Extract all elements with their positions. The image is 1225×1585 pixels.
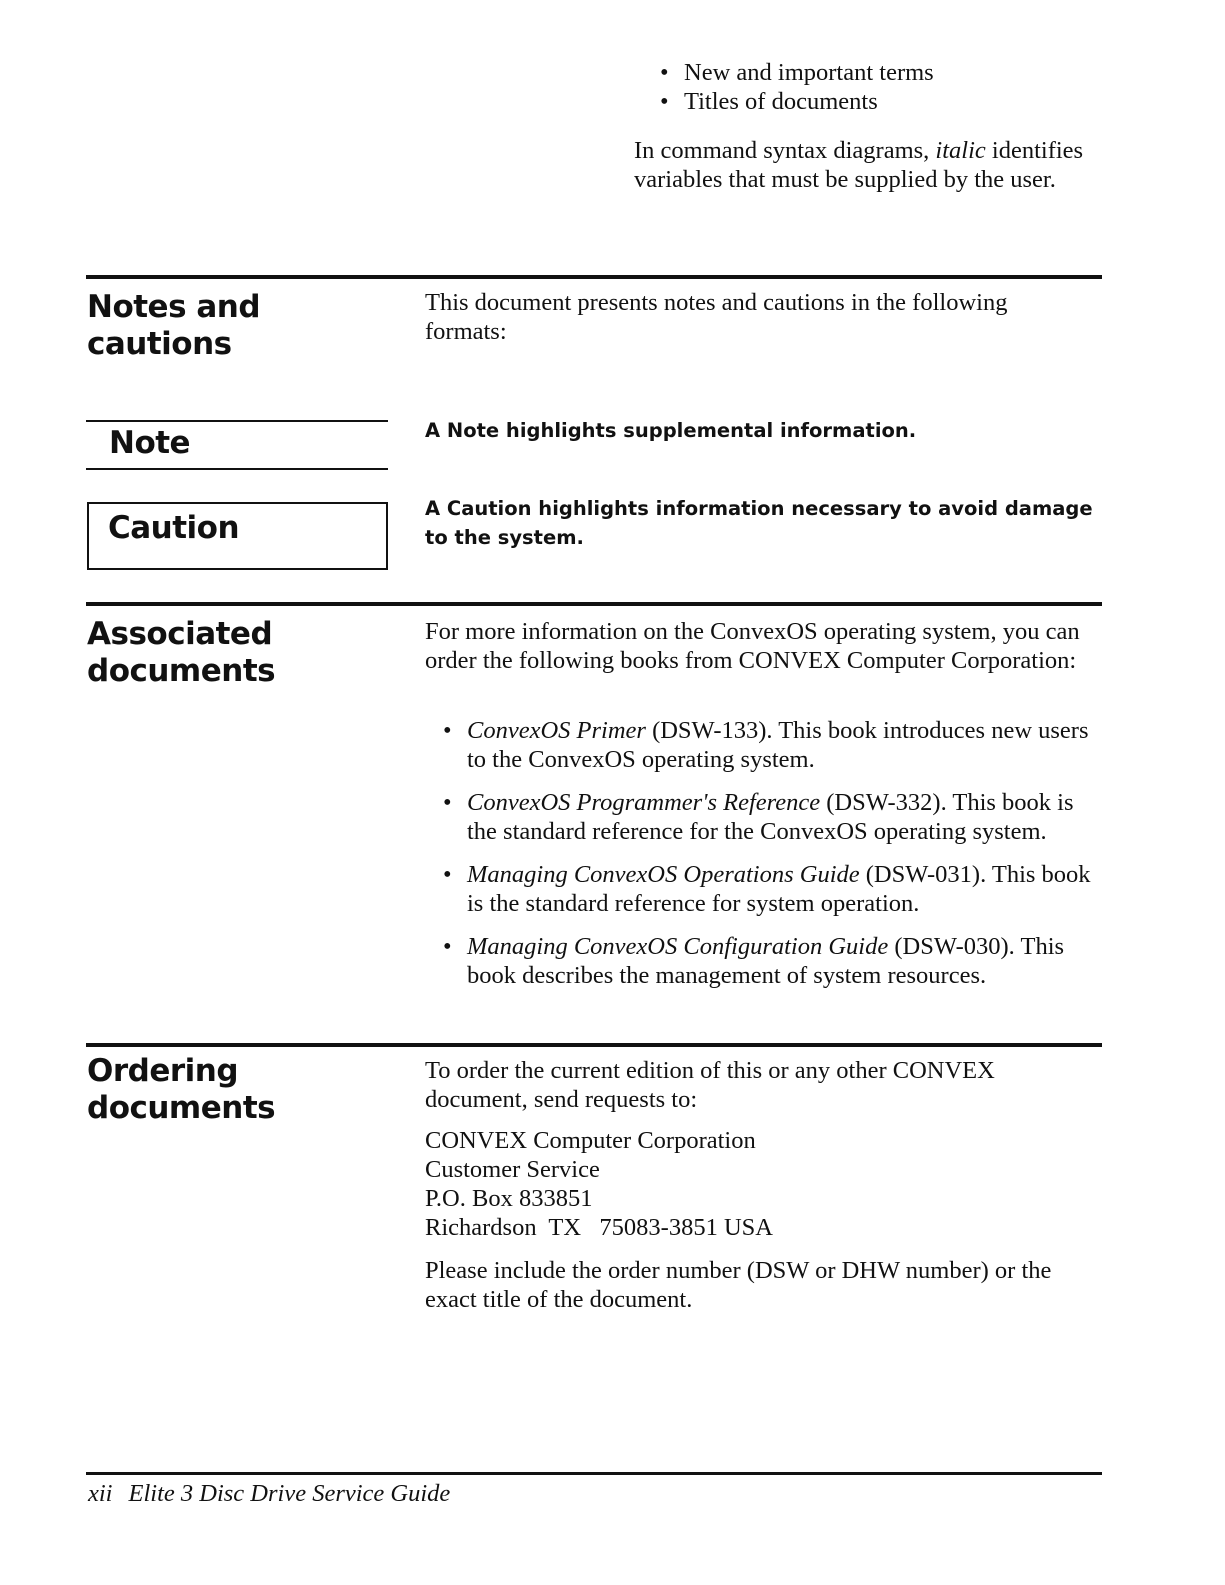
ordering-closing: Please include the order number (DSW or DHW number) or the exact title of the document.	[425, 1257, 1052, 1313]
list-item	[658, 87, 1098, 116]
note-rule-top	[86, 420, 388, 422]
bullet-text: Titles of documents	[684, 88, 878, 115]
ordering-intro: To order the current edition of this or any other CONVEX document, send requests to:	[425, 1057, 995, 1113]
list-item	[441, 932, 1101, 990]
syntax-text: In command syntax diagrams,	[634, 137, 936, 164]
heading-line: cautions	[87, 326, 232, 362]
caution-text: A Caution highlights information necessary to avoid damage to the system.	[425, 497, 1093, 549]
note-rule-bottom	[86, 468, 388, 470]
note-text: A Note highlights supplemental information.	[425, 419, 917, 442]
heading-line: documents	[87, 1090, 276, 1126]
address-line: Customer Service	[425, 1156, 600, 1183]
syntax-paragraph	[634, 136, 1104, 194]
page-footer	[88, 1479, 450, 1508]
heading-line: documents	[87, 653, 276, 689]
page-number: xii	[88, 1480, 113, 1507]
heading-line: Ordering	[87, 1053, 239, 1089]
book-title: Managing ConvexOS Operations Guide	[467, 861, 860, 888]
section-rule	[86, 602, 1102, 606]
list-item	[441, 788, 1101, 846]
top-block	[658, 58, 1098, 116]
section-rule	[86, 1043, 1102, 1047]
address-line: CONVEX Computer Corporation	[425, 1127, 756, 1154]
book-title: Managing ConvexOS Configuration Guide	[467, 933, 889, 960]
address-line: P.O. Box 833851	[425, 1185, 593, 1212]
book-title: ConvexOS Primer	[467, 717, 646, 744]
list-item	[441, 716, 1101, 774]
heading-line: Associated	[87, 616, 273, 652]
associated-intro: For more information on the ConvexOS operating system, you can order the following books from CONVEX Computer Corporation:	[425, 618, 1080, 674]
list-item	[441, 860, 1101, 918]
section-rule	[86, 275, 1102, 279]
syntax-italic: italic	[935, 137, 986, 164]
top-bullet-list	[658, 58, 1098, 116]
list-item	[658, 58, 1098, 87]
ordering-heading	[87, 1053, 275, 1127]
bullet-text: New and important terms	[684, 59, 934, 86]
notes-heading	[87, 289, 260, 363]
book-description: (DSW-031). This book is the standard reference for system operation.	[467, 861, 1091, 917]
note-label: Note	[109, 425, 191, 461]
book-description: (DSW-133). This book introduces new users to the ConvexOS operating system.	[467, 717, 1089, 773]
document-title: Elite 3 Disc Drive Service Guide	[128, 1480, 451, 1507]
notes-intro: This document presents notes and cautions in the following formats:	[425, 289, 1008, 345]
syntax-text-end: identifies variables that must be supplied by the user.	[634, 137, 1084, 193]
address-line: Richardson TX 75083-3851 USA	[425, 1214, 773, 1241]
heading-line: Notes and	[87, 289, 261, 325]
book-description: (DSW-030). This book describes the management of system resources.	[467, 933, 1065, 989]
mailing-address	[425, 1126, 1085, 1242]
book-description: (DSW-332). This book is the standard reference for the ConvexOS operating system.	[467, 789, 1074, 845]
book-title: ConvexOS Programmer's Reference	[467, 789, 821, 816]
associated-book-list	[441, 716, 1101, 1004]
footer-rule	[86, 1472, 1102, 1475]
associated-heading	[87, 616, 275, 690]
caution-label: Caution	[108, 510, 240, 546]
